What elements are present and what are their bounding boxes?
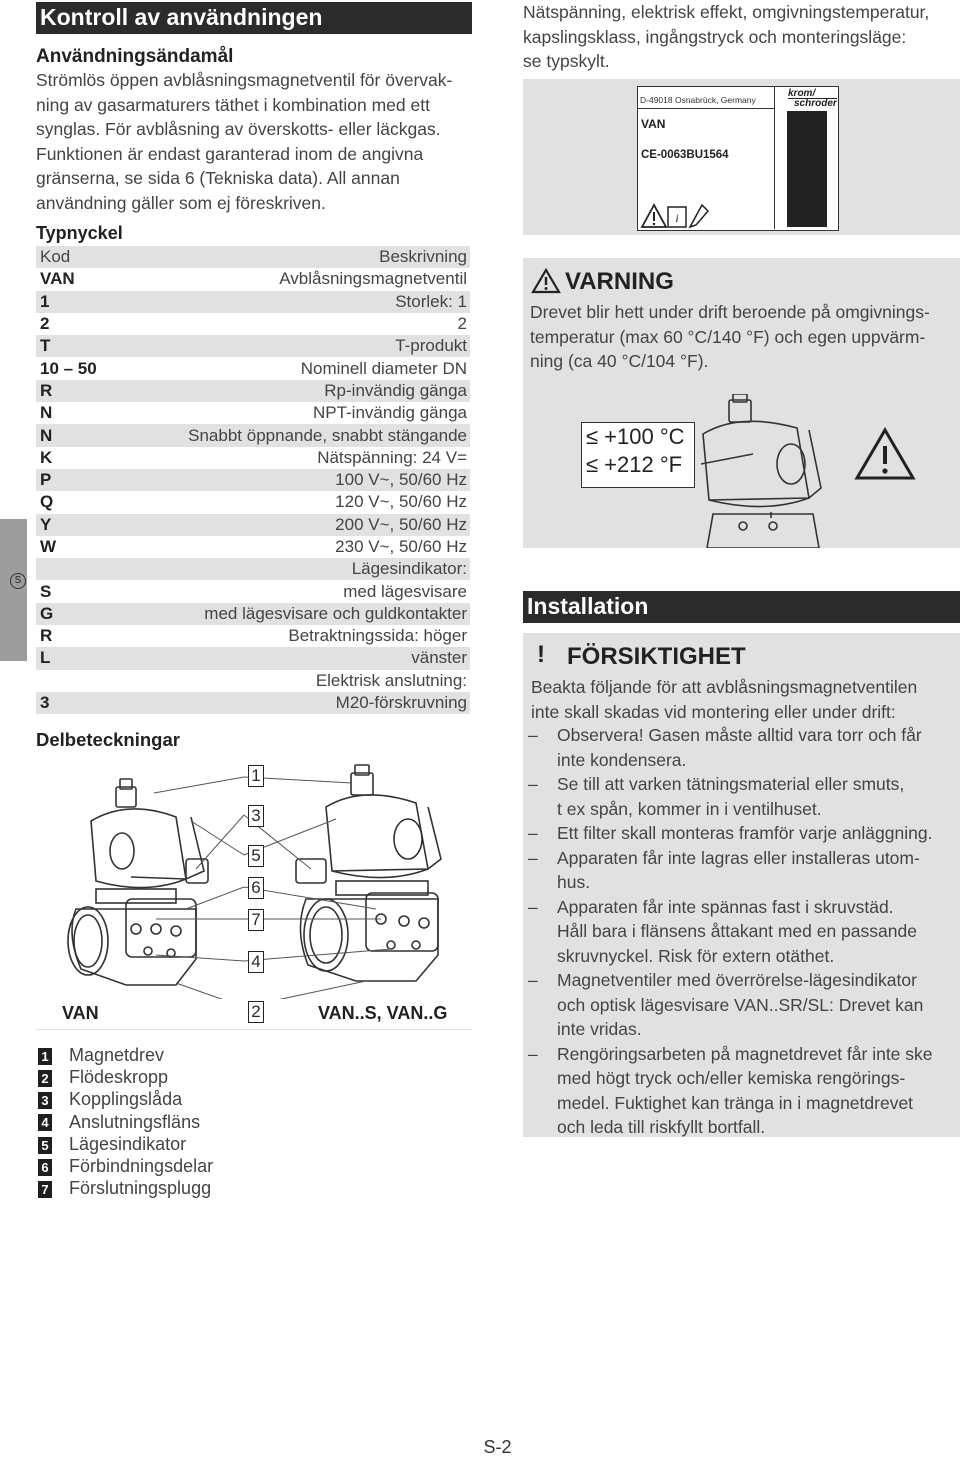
callout-6: 6 — [248, 877, 264, 899]
bullet-line: inte vridas. — [557, 1019, 642, 1039]
type-key-row — [36, 357, 470, 379]
type-key-description: 2 — [457, 314, 467, 334]
type-key-description: 200 V~, 50/60 Hz — [335, 514, 467, 534]
purpose-line: Strömlös öppen avblåsningsmagnetventil för övervak- — [36, 70, 453, 90]
bullet-line: t ex spån, kommer in i ventilhuset. — [557, 798, 822, 819]
type-key-code: 2 — [40, 314, 50, 334]
section-title: Kontroll av användningen — [36, 2, 472, 34]
legend-number: 7 — [38, 1181, 52, 1198]
type-key-description: Snabbt öppnande, snabbt stängande — [188, 425, 467, 445]
legend-number: 4 — [38, 1114, 52, 1131]
bullet-dash: – — [528, 823, 538, 843]
figure-label-van-s-g: VAN..S, VAN..G — [318, 1003, 448, 1023]
type-key-code: S — [40, 581, 52, 601]
bullet-line: och optisk lägesvisare VAN..SR/SL: Drevet kan — [557, 994, 924, 1015]
caution-intro — [531, 675, 959, 724]
type-key-row — [36, 447, 470, 469]
type-key-description: T-produkt — [395, 336, 467, 356]
caution-bullet — [523, 846, 960, 895]
bullet-dash: – — [528, 725, 538, 745]
caution-bullet — [523, 895, 960, 969]
caution-mark-icon: ! — [537, 641, 545, 668]
bullet-text — [557, 846, 960, 895]
callout-1: 1 — [248, 765, 264, 787]
type-key-row — [36, 647, 470, 669]
figure-label-van: VAN — [62, 1003, 99, 1023]
type-key-code: R — [40, 380, 53, 400]
nameplate-cert: CE-0063BU1564 — [641, 149, 729, 161]
legend-number: 3 — [38, 1092, 52, 1109]
intro-line: se typskylt. — [523, 51, 610, 72]
type-key-row — [36, 380, 470, 402]
bullet-line: Apparaten får inte spännas fast i skruvstäd. — [557, 896, 894, 917]
bullet-line: Rengöringsarbeten på magnetdrevet får inte ske — [557, 1043, 933, 1064]
bullet-line: Håll bara i flänsens åttakant med en passande — [557, 921, 917, 941]
bullet-line: med högt tryck och/eller kemiska rengörings- — [557, 1068, 906, 1088]
type-key-code: 10 – 50 — [40, 358, 97, 378]
bullet-text — [557, 772, 960, 821]
type-key-description: Storlek: 1 — [395, 291, 467, 311]
caution-intro-line: Beakta följande för att avblåsningsmagnetventilen — [531, 677, 918, 697]
type-key-row — [36, 335, 470, 357]
type-key-description: med lägesvisare och guldkontakter — [204, 603, 467, 623]
legend-label: Kopplingslåda — [69, 1089, 183, 1110]
legend-number: 2 — [38, 1070, 52, 1087]
bullet-line: och leda till riskfyllt bortfall. — [557, 1117, 766, 1137]
legend-number: 6 — [38, 1159, 52, 1176]
legend-label: Anslutningsfläns — [69, 1111, 201, 1132]
warning-line: temperatur (max 60 °C/140 °F) och egen uppvärm- — [530, 326, 926, 347]
legend-item — [38, 1044, 468, 1066]
warning-triangle-icon — [531, 268, 561, 294]
purpose-heading: Användningsändamål — [36, 46, 234, 67]
bullet-line: medel. Fuktighet kan tränga in i magnetdrevet — [557, 1092, 914, 1113]
legend-item — [38, 1155, 468, 1177]
type-key-table — [36, 246, 470, 714]
type-key-row — [36, 536, 470, 558]
type-key-description: 120 V~, 50/60 Hz — [335, 492, 467, 512]
type-key-header-row — [36, 246, 470, 268]
purpose-line: synglas. För avblåsning av överskotts- eller läckgas. — [36, 119, 441, 140]
type-key-row — [36, 558, 470, 580]
type-key-row — [36, 580, 470, 602]
caution-bullet — [523, 772, 960, 821]
parts-figure — [36, 759, 472, 1029]
nameplate-model: VAN — [641, 117, 666, 131]
type-key-row — [36, 514, 470, 536]
type-key-description: Rp-invändig gänga — [324, 380, 467, 400]
parts-legend — [38, 1044, 468, 1199]
type-key-row — [36, 491, 470, 513]
nameplate-divider — [638, 108, 775, 109]
type-key-row — [36, 603, 470, 625]
type-key-row — [36, 424, 470, 446]
caution-bullet-list — [523, 723, 960, 1140]
caution-box — [523, 633, 960, 1137]
type-key-description: Avblåsningsmagnetventil — [279, 269, 467, 289]
warning-box — [523, 258, 960, 548]
type-key-row — [36, 625, 470, 647]
legend-item — [38, 1066, 468, 1088]
type-key-code: W — [40, 537, 57, 556]
side-tab — [0, 519, 27, 661]
type-key-description: Lägesindikator: — [351, 559, 467, 579]
valve-drawing-right — [296, 765, 441, 981]
hot-valve-illustration — [693, 394, 943, 548]
bullet-text — [557, 723, 960, 772]
type-key-description: med lägesvisare — [343, 581, 467, 601]
caution-bullet — [523, 723, 960, 772]
type-key-description: 230 V~, 50/60 Hz — [335, 537, 467, 556]
legend-number: 1 — [38, 1048, 52, 1065]
legend-item — [38, 1133, 468, 1155]
bullet-line: inte kondensera. — [557, 749, 687, 770]
type-key-description: M20-förskruvning — [335, 693, 467, 713]
type-key-row — [36, 291, 470, 313]
type-key-code: Y — [40, 514, 52, 534]
temperature-celsius: ≤ +100 °C — [586, 424, 685, 449]
type-key-row — [36, 469, 470, 491]
logo-bottom: schroder — [788, 98, 837, 108]
type-key-description: Nominell diameter DN — [300, 358, 467, 378]
type-key-description: 100 V~, 50/60 Hz — [335, 470, 467, 490]
callout-5: 5 — [248, 845, 264, 867]
purpose-line: Funktionen är endast garanterad inom de angivna — [36, 143, 424, 164]
warning-line: ning (ca 40 °C/104 °F). — [530, 351, 709, 372]
type-key-code: K — [40, 447, 53, 467]
bullet-line: Magnetventiler med överrörelse-lägesindikator — [557, 970, 917, 990]
temperature-label — [581, 422, 695, 488]
temperature-fahrenheit: ≤ +212 °F — [586, 452, 683, 477]
type-key-code: Q — [40, 492, 54, 512]
legend-number: 5 — [38, 1137, 52, 1154]
legend-label: Flödeskropp — [69, 1067, 169, 1088]
callout-3: 3 — [248, 805, 264, 827]
nameplate-logo — [788, 89, 837, 108]
bullet-dash: – — [528, 896, 538, 917]
type-key-heading: Typnyckel — [36, 223, 123, 243]
type-key-description: Elektrisk anslutning: — [315, 670, 467, 690]
intro-line: Nätspänning, elektrisk effekt, omgivningstemperatur, — [523, 2, 930, 22]
bullet-text — [557, 895, 960, 969]
caution-title: FÖRSIKTIGHET — [567, 643, 746, 670]
warning-line: Drevet blir hett under drift beroende på omgivnings- — [530, 302, 930, 322]
caution-intro-line: inte skall skadas vid montering eller under drift: — [531, 701, 896, 722]
bullet-line: Observera! Gasen måste alltid vara torr och får — [557, 725, 922, 745]
logo-top: krom/ — [788, 88, 816, 99]
type-key-code: 3 — [40, 693, 50, 713]
type-key-code: 1 — [40, 291, 50, 311]
bullet-text — [557, 968, 960, 1042]
type-key-row — [36, 402, 470, 424]
type-key-code: G — [40, 603, 54, 623]
bullet-line: skruvnyckel. Risk för extern otäthet. — [557, 945, 835, 966]
nameplate-address: D-49018 Osnabrück, Germany — [640, 95, 756, 105]
type-key-description: Betraktningssida: höger — [288, 626, 467, 646]
type-key-description: Nätspänning: 24 V= — [317, 447, 467, 467]
type-key-description: NPT-invändig gänga — [312, 403, 467, 423]
legend-item — [38, 1177, 468, 1199]
nameplate-warning-icons — [638, 191, 710, 231]
purpose-text — [36, 68, 476, 216]
bullet-line: Ett filter skall monteras framför varje anläggning. — [557, 823, 933, 843]
type-key-code: T — [40, 336, 51, 356]
bullet-dash: – — [528, 1043, 538, 1064]
type-key-description: vänster — [411, 648, 467, 668]
bullet-dash: – — [528, 774, 538, 794]
nameplate — [637, 86, 839, 231]
type-key-row — [36, 670, 470, 692]
type-key-code: L — [40, 648, 51, 668]
intro-text — [523, 0, 960, 74]
callout-7: 7 — [248, 909, 264, 931]
type-key-header-desc: Beskrivning — [379, 247, 467, 267]
caution-bullet — [523, 1042, 960, 1140]
bullet-line: Se till att varken tätningsmaterial eller smuts, — [557, 774, 905, 794]
type-key-row — [36, 313, 470, 335]
caution-bullet — [523, 821, 960, 846]
svg-text:i: i — [675, 211, 679, 225]
warning-title: VARNING — [565, 268, 674, 295]
type-key-code: R — [40, 626, 53, 646]
side-tab-letter: S — [10, 573, 26, 589]
bullet-dash: – — [528, 970, 538, 990]
warning-text — [530, 300, 958, 374]
legend-item — [38, 1111, 468, 1133]
type-key-code: N — [40, 403, 53, 423]
legend-label: Magnetdrev — [69, 1045, 165, 1065]
legend-item — [38, 1088, 468, 1110]
type-key-row — [36, 268, 470, 290]
intro-line: kapslingsklass, ingångstryck och monteringsläge: — [523, 26, 907, 47]
purpose-line: gränserna, se sida 6 (Tekniska data). All annan — [36, 168, 400, 189]
page-number: S-2 — [483, 1437, 512, 1457]
purpose-line: ning av gasarmaturers täthet i kombination med ett — [36, 94, 430, 115]
callout-4: 4 — [248, 951, 264, 973]
bullet-line: hus. — [557, 872, 591, 892]
bullet-text — [557, 821, 960, 846]
type-key-header-code: Kod — [40, 247, 71, 267]
bullet-text — [557, 1042, 960, 1140]
bullet-dash: – — [528, 847, 538, 868]
type-key-row — [36, 692, 470, 714]
type-key-code: VAN — [40, 269, 75, 289]
legend-label: Förslutningsplugg — [69, 1178, 212, 1199]
installation-title: Installation — [523, 591, 960, 623]
type-key-code: N — [40, 425, 53, 445]
purpose-line: användning gäller som ej föreskriven. — [36, 192, 326, 213]
callout-leader-lines — [154, 777, 391, 999]
parts-heading: Delbeteckningar — [36, 729, 180, 750]
legend-label: Förbindningsdelar — [69, 1155, 214, 1176]
legend-label: Lägesindikator — [69, 1133, 187, 1154]
caution-bullet — [523, 968, 960, 1042]
bullet-line: Apparaten får inte lagras eller installeras utom- — [557, 847, 920, 868]
valve-drawing-left — [68, 779, 208, 985]
type-key-code: P — [40, 470, 52, 490]
nameplate-black-field — [787, 111, 827, 227]
callout-2: 2 — [248, 1001, 264, 1023]
